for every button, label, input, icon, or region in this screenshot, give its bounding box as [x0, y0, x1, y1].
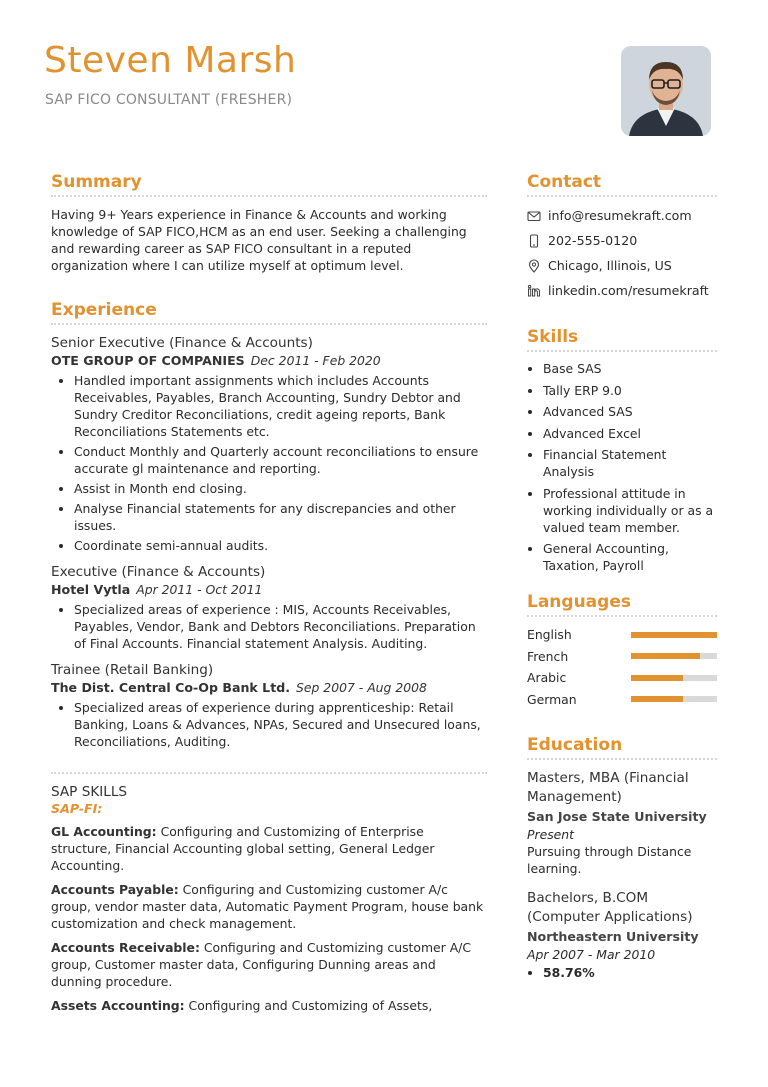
language-level-bar — [631, 675, 717, 681]
linkedin-icon — [527, 284, 541, 298]
sap-skill-item — [51, 881, 487, 932]
skill-item: • Base SAS — [543, 360, 717, 377]
job-dates: Apr 2011 - Oct 2011 — [136, 582, 263, 597]
education-heading: Education — [527, 735, 717, 760]
job-company: Hotel Vytla — [51, 582, 131, 597]
education-school: San Jose State University — [527, 809, 707, 824]
contact-phone[interactable]: 202-555-0120 — [548, 233, 638, 248]
skill-item: • Tally ERP 9.0 — [543, 382, 717, 399]
job-entry — [51, 564, 487, 652]
languages-heading: Languages — [527, 592, 717, 617]
education-grade-list — [527, 964, 717, 981]
location-pin-icon — [527, 259, 541, 273]
experience-heading: Experience — [51, 300, 487, 325]
summary-section — [51, 172, 487, 274]
left-column — [51, 172, 487, 1014]
job-bullets — [51, 601, 487, 652]
job-title: Senior Executive (Finance & Accounts) — [51, 335, 313, 351]
language-row — [527, 689, 717, 711]
language-row — [527, 624, 717, 646]
sap-skill-item — [51, 939, 487, 990]
sap-skill-text: Configuring and Customizing customer A/C group, Customer master data, Configuring Dunning areas and dunning procedure. — [51, 940, 471, 989]
sap-skill-item — [51, 823, 487, 874]
sap-skills-section — [51, 772, 487, 1014]
contact-location: Chicago, Illinois, US — [548, 258, 672, 273]
contact-section — [527, 172, 717, 303]
skill-item: • Advanced SAS — [543, 403, 717, 420]
contact-email-row — [527, 203, 717, 228]
summary-text: Having 9+ Years experience in Finance & Accounts and working knowledge of SAP FICO,HCM as an end user. Seeking a challenging and rewarding career as SAP FICO consultant in a reputed organization where I can utilize myself at optimum level. — [51, 207, 467, 273]
education-date: Present — [527, 827, 574, 842]
sap-skill-label: Assets Accounting: — [51, 998, 185, 1013]
job-entry — [51, 662, 487, 750]
education-description: Pursuing through Distance learning. — [527, 844, 692, 876]
language-level-bar — [631, 632, 717, 638]
language-level-bar — [631, 696, 717, 702]
education-grade: • 58.76% — [543, 964, 717, 981]
profile-photo — [621, 46, 711, 136]
education-entry — [527, 769, 717, 877]
job-dates: Dec 2011 - Feb 2020 — [250, 353, 381, 368]
skills-section — [527, 327, 717, 574]
languages-section — [527, 592, 717, 710]
experience-section — [51, 300, 487, 750]
job-bullet: • Conduct Monthly and Quarterly account reconciliations to ensure accurate gl maintenance and reporting. — [74, 443, 487, 477]
contact-linkedin[interactable]: linkedin.com/resumekraft — [548, 283, 709, 298]
contact-location-row — [527, 253, 717, 278]
language-level-fill — [631, 675, 683, 681]
job-title: Trainee (Retail Banking) — [51, 662, 214, 678]
skills-heading: Skills — [527, 327, 717, 352]
job-bullets — [51, 699, 487, 750]
language-name: French — [527, 648, 569, 664]
language-name: Arabic — [527, 670, 567, 686]
language-level-bar — [631, 653, 717, 659]
skill-item: • Advanced Excel — [543, 425, 717, 442]
job-entry — [51, 335, 487, 554]
job-bullet: • Specialized areas of experience : MIS, Accounts Receivables, Payables, Vendor, Bank and Debtors Reconciliations. Preparation of Final Accounts. Financial statement Analysis. Auditing. — [74, 601, 487, 652]
sap-skill-label: GL Accounting: — [51, 824, 157, 839]
contact-email[interactable]: info@resumekraft.com — [548, 208, 692, 223]
education-entry — [527, 889, 717, 981]
skill-item: • General Accounting, Taxation, Payroll — [543, 540, 717, 574]
phone-icon — [527, 234, 541, 248]
job-company-line — [51, 352, 487, 370]
job-company: OTE GROUP OF COMPANIES — [51, 353, 245, 368]
skills-list — [527, 360, 717, 574]
job-bullet: • Assist in Month end closing. — [74, 480, 487, 497]
sap-fi-subheading: SAP-FI: — [51, 801, 103, 816]
language-row — [527, 667, 717, 689]
skill-item: • Financial Statement Analysis — [543, 446, 717, 480]
summary-heading: Summary — [51, 172, 487, 197]
contact-phone-row — [527, 228, 717, 253]
sap-skill-text: Configuring and Customizing customer A/c group, vendor master data, Automatic Payment Program, house bank customization and check management. — [51, 882, 484, 931]
job-bullets — [51, 372, 487, 554]
sap-skill-label: Accounts Payable: — [51, 882, 179, 897]
language-name: German — [527, 691, 577, 707]
job-bullet: • Specialized areas of experience during apprenticeship: Retail Banking, Loans & Advances, NPAs, Secured and Unsecured loans, Reconciliations, Auditing. — [74, 699, 487, 750]
contact-heading: Contact — [527, 172, 717, 197]
job-company-line — [51, 679, 487, 697]
job-company-line — [51, 581, 487, 599]
profile-photo-image — [621, 46, 711, 136]
language-level-fill — [631, 653, 700, 659]
job-company: The Dist. Central Co-Op Bank Ltd. — [51, 680, 291, 695]
job-title: Executive (Finance & Accounts) — [51, 564, 266, 580]
education-degree: Masters, MBA (Financial Management) — [527, 770, 689, 805]
sap-skill-item — [51, 997, 487, 1014]
sap-skill-text: Configuring and Customizing of Assets, — [184, 998, 433, 1013]
job-dates: Sep 2007 - Aug 2008 — [296, 680, 427, 695]
education-school: Northeastern University — [527, 929, 699, 944]
candidate-title: SAP FICO CONSULTANT (FRESHER) — [45, 92, 293, 108]
sap-skill-label: Accounts Receivable: — [51, 940, 200, 955]
envelope-icon — [527, 209, 541, 223]
language-level-fill — [631, 696, 683, 702]
education-date: Apr 2007 - Mar 2010 — [527, 947, 656, 962]
language-name: English — [527, 627, 572, 643]
language-level-fill — [631, 632, 717, 638]
candidate-name: Steven Marsh — [44, 40, 297, 81]
sap-skills-heading: SAP SKILLS — [51, 784, 128, 800]
job-bullet: • Coordinate semi-annual audits. — [74, 537, 487, 554]
skill-item: • Professional attitude in working individually or as a valued team member. — [543, 485, 717, 536]
job-bullet: • Handled important assignments which includes Accounts Receivables, Payables, Branch Accounting, Sundry Debtor and Sundry Creditor Reconciliations, credit ageing reports, Bank Reconciliations Statements etc. — [74, 372, 487, 440]
contact-linkedin-row — [527, 278, 717, 303]
education-degree: Bachelors, B.COM (Computer Applications) — [527, 890, 693, 925]
language-row — [527, 646, 717, 668]
job-bullet: • Analyse Financial statements for any discrepancies and other issues. — [74, 500, 487, 534]
right-column — [527, 172, 717, 986]
sap-skill-text: Configuring and Customizing of Enterprise structure, Financial Accounting global setting, General Ledger Accounting. — [51, 824, 435, 873]
education-section — [527, 735, 717, 981]
